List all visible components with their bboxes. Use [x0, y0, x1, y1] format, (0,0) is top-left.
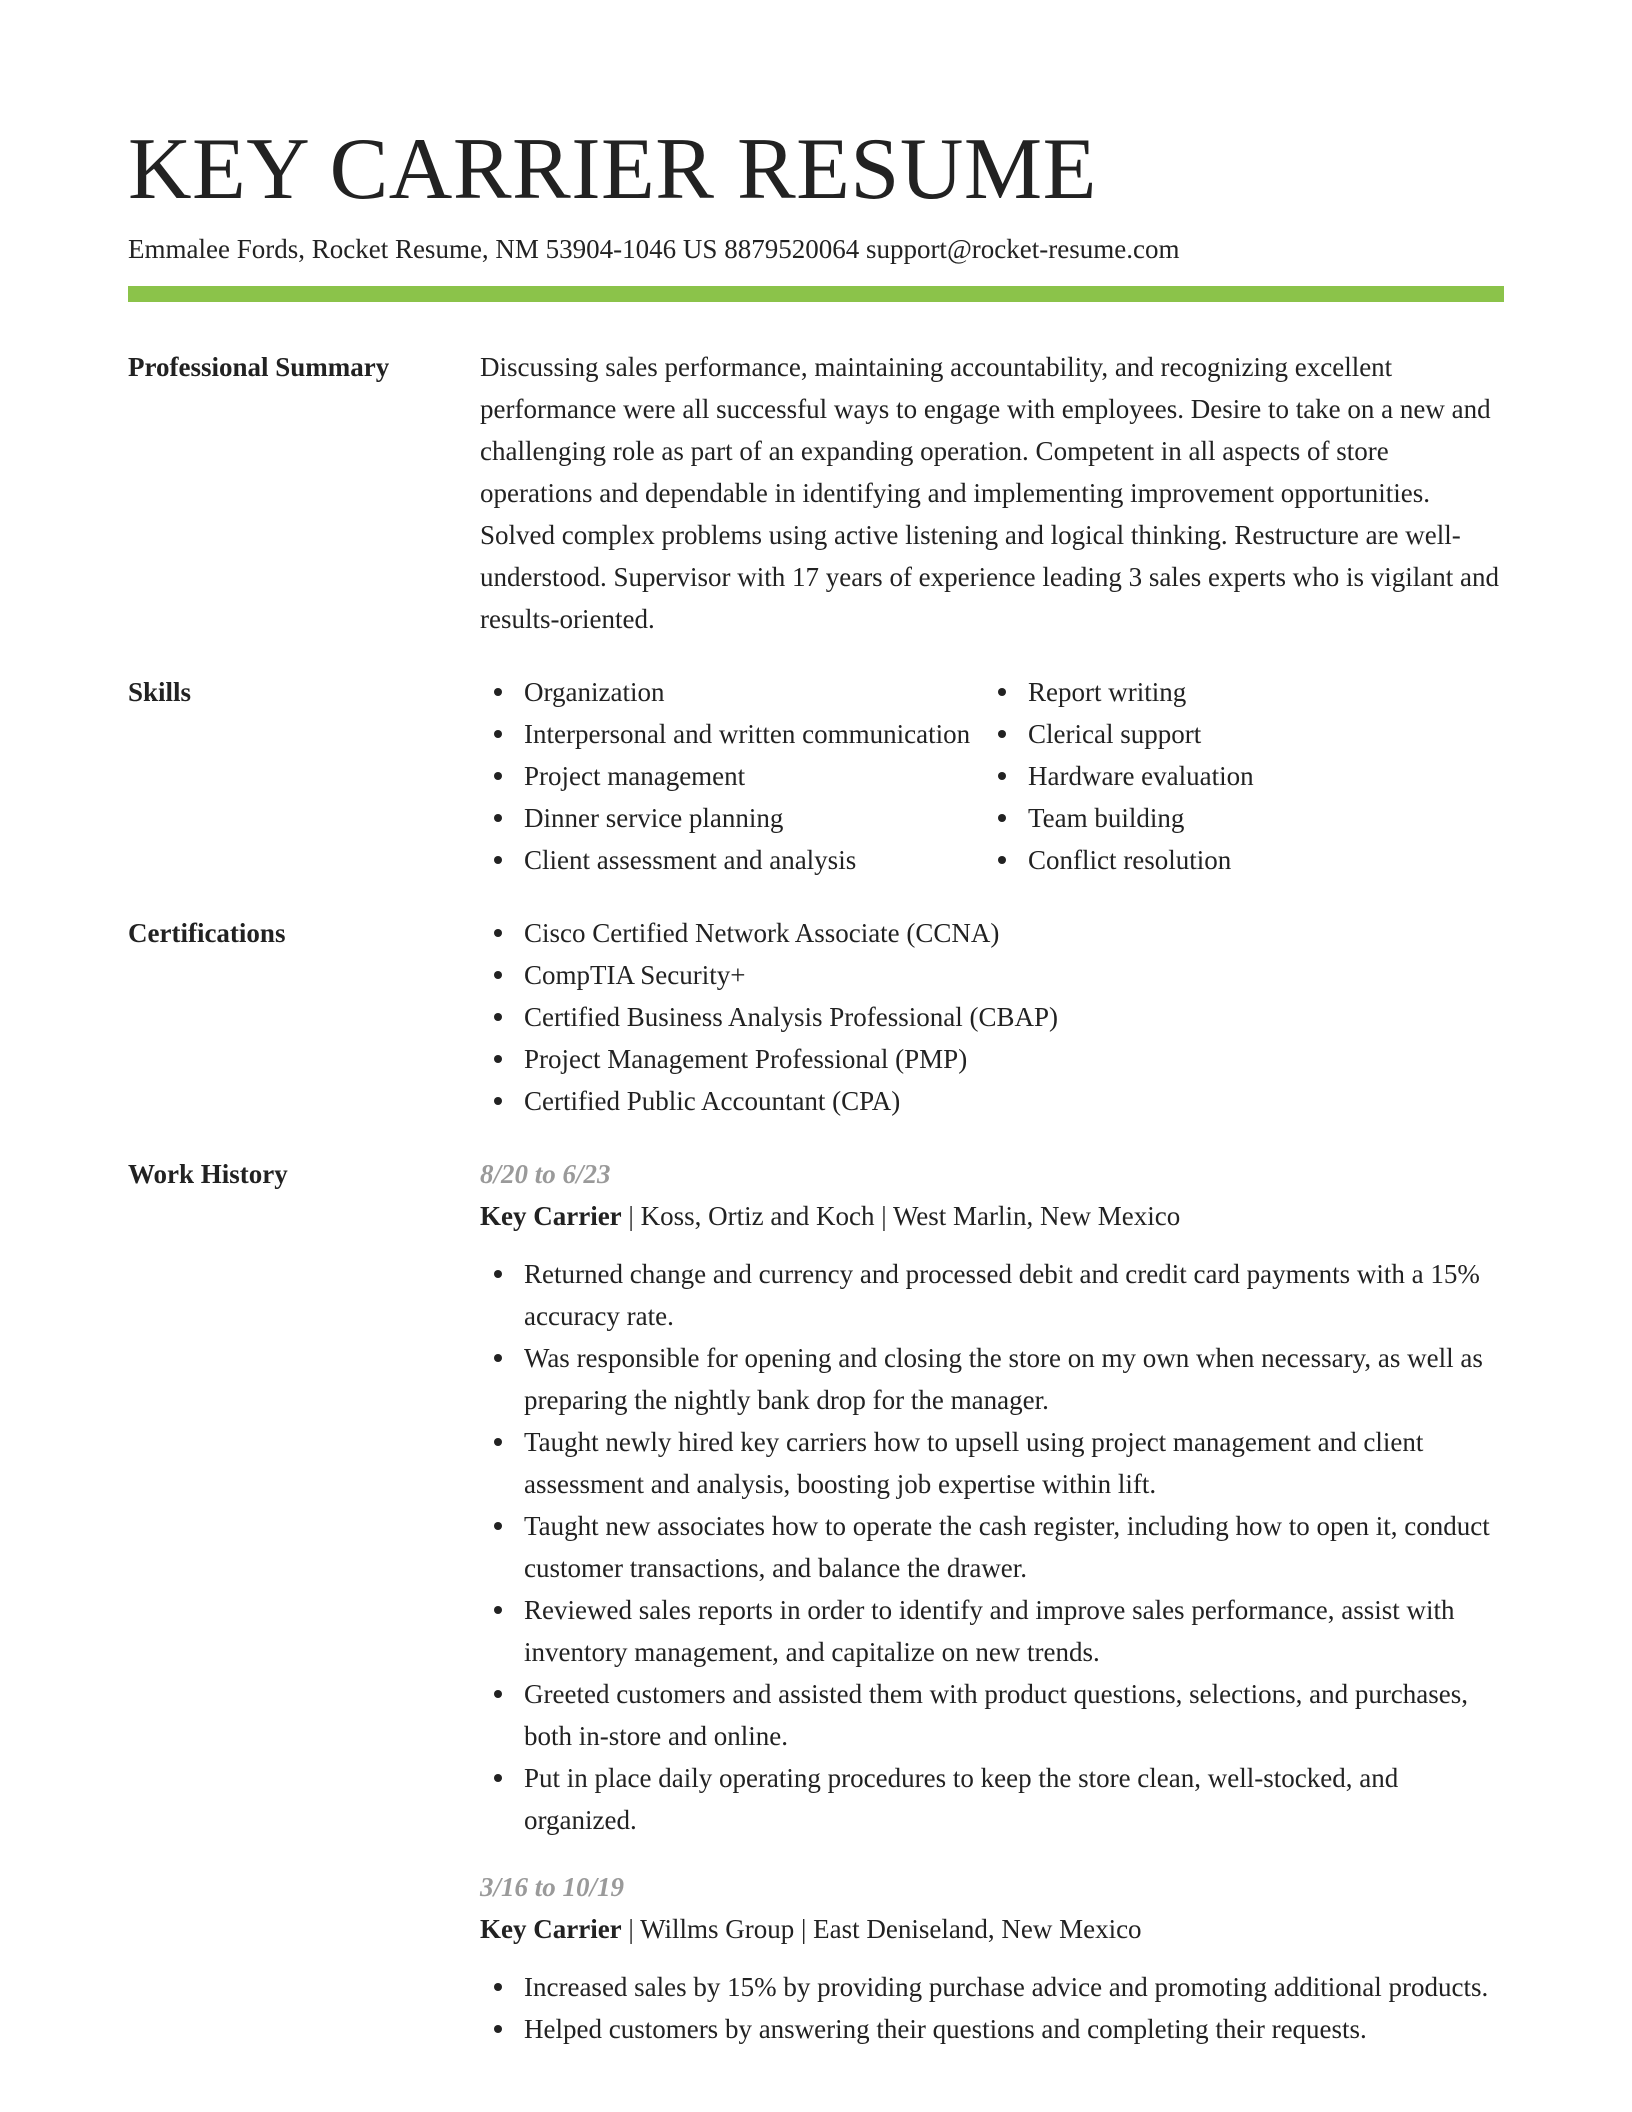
job-bullet: Increased sales by 15% by providing purchase advice and promoting additional products. [480, 1966, 1504, 2008]
job-heading [480, 1195, 1504, 1237]
summary-heading: Professional Summary [128, 352, 390, 382]
certification-item: Cisco Certified Network Associate (CCNA) [480, 912, 1504, 954]
certifications-list [480, 912, 1504, 1122]
job-title: Key Carrier [480, 1201, 622, 1231]
certifications-heading: Certifications [128, 918, 286, 948]
job-entry [480, 1153, 1504, 1841]
skills-heading: Skills [128, 677, 192, 707]
job-details: | Willms Group | East Deniseland, New Mexico [621, 1914, 1142, 1944]
resume-title: KEY CARRIER RESUME [128, 121, 1097, 218]
skill-item: Team building [984, 797, 1504, 839]
job-heading [480, 1908, 1504, 1950]
accent-divider [128, 286, 1504, 302]
skill-item: Project management [480, 755, 984, 797]
job-bullet: Returned change and currency and processed debit and credit card payments with a 15% accuracy rate. [480, 1253, 1504, 1337]
certifications-body [480, 912, 1504, 1122]
work-history-heading: Work History [128, 1159, 288, 1189]
job-bullet: Helped customers by answering their questions and completing their requests. [480, 2008, 1504, 2050]
certification-item: CompTIA Security+ [480, 954, 1504, 996]
job-bullet: Taught newly hired key carriers how to upsell using project management and client assessment and analysis, boosting job expertise within lift. [480, 1421, 1504, 1505]
skill-item: Client assessment and analysis [480, 839, 984, 881]
skill-item: Hardware evaluation [984, 755, 1504, 797]
skill-item: Clerical support [984, 713, 1504, 755]
certification-item: Certified Public Accountant (CPA) [480, 1080, 1504, 1122]
job-bullet: Was responsible for opening and closing the store on my own when necessary, as well as preparing the nightly bank drop for the manager. [480, 1337, 1504, 1421]
certification-item: Certified Business Analysis Professional (CBAP) [480, 996, 1504, 1038]
job-bullets [480, 1966, 1504, 2050]
certification-item: Project Management Professional (PMP) [480, 1038, 1504, 1080]
skill-item: Conflict resolution [984, 839, 1504, 881]
skill-item: Dinner service planning [480, 797, 984, 839]
summary-text: Discussing sales performance, maintaining accountability, and recognizing excellent performance were all successful ways to engage with employees. Desire to take on a new and challenging role as part of an expanding operation. Competent in all aspects of store operations and dependable in identifying and implementing improvement opportunities. Solved complex problems using active listening and logical thinking. Restructure are well-understood. Supervisor with 17 years of experience leading 3 sales experts who is vigilant and results-oriented. [480, 352, 1499, 634]
job-bullet: Greeted customers and assisted them with product questions, selections, and purchases, both in-store and online. [480, 1673, 1504, 1757]
skill-item: Report writing [984, 671, 1504, 713]
summary-body [480, 346, 1504, 640]
skills-list-right [984, 671, 1504, 881]
job-bullet: Taught new associates how to operate the cash register, including how to open it, conduct customer transactions, and balance the drawer. [480, 1505, 1504, 1589]
job-entry [480, 1866, 1504, 2050]
job-details: | Koss, Ortiz and Koch | West Marlin, New Mexico [621, 1201, 1181, 1231]
job-dates: 3/16 to 10/19 [480, 1872, 625, 1902]
skill-item: Interpersonal and written communication [480, 713, 984, 755]
job-bullets [480, 1253, 1504, 1841]
contact-line: Emmalee Fords, Rocket Resume, NM 53904-1046 US 8879520064 support@rocket-resume.com [128, 234, 1180, 264]
job-bullet: Reviewed sales reports in order to identify and improve sales performance, assist with inventory management, and capitalize on new trends. [480, 1589, 1504, 1673]
skill-item: Organization [480, 671, 984, 713]
skills-list-left [480, 671, 984, 881]
job-title: Key Carrier [480, 1914, 622, 1944]
job-bullet: Put in place daily operating procedures to keep the store clean, well-stocked, and organized. [480, 1757, 1504, 1841]
job-dates: 8/20 to 6/23 [480, 1159, 611, 1189]
